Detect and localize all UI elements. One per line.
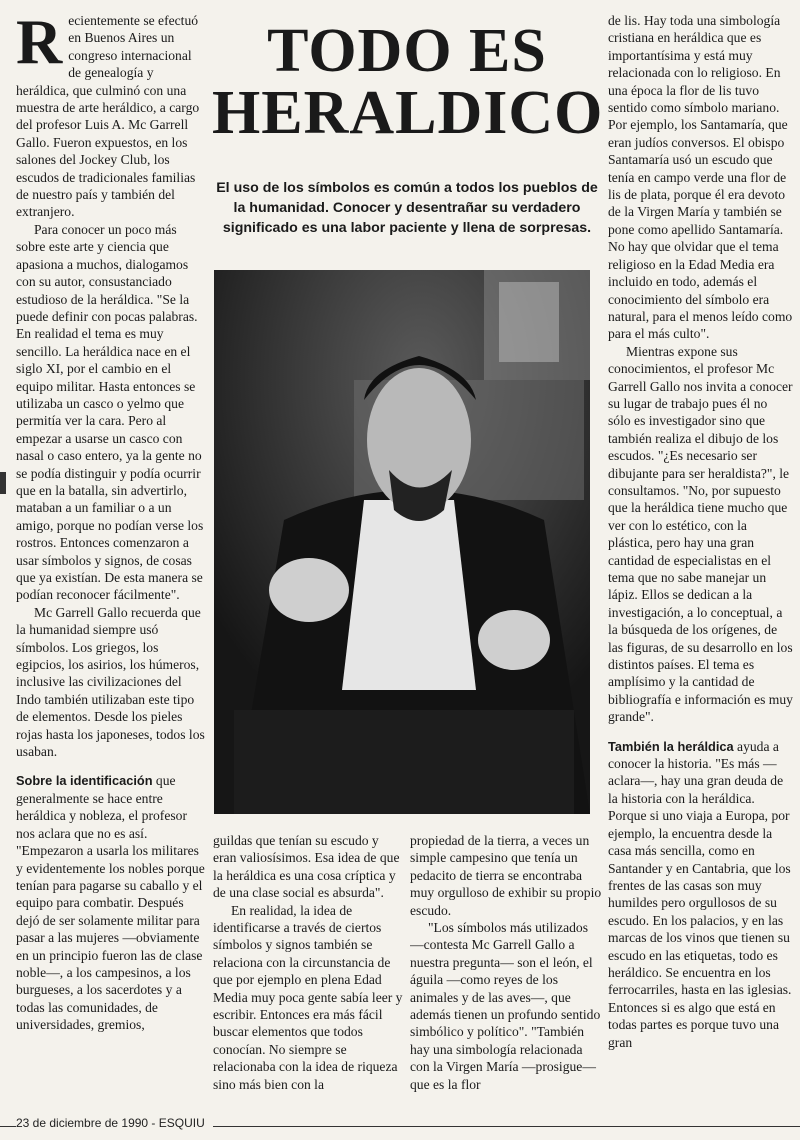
- headline-line-2: HERALDICO: [212, 79, 604, 147]
- subhead-lead: También la heráldica: [608, 738, 734, 754]
- article-column-1: [16, 12, 206, 1122]
- article-column-3: [410, 832, 602, 1122]
- paragraph-subhead: [608, 738, 793, 1051]
- paragraph-text: ayuda a conocer la historia. "Es más —aclara—, hay una gran deuda de la historia con la heráldica. Porque si uno viaja a Europa, por ejemplo, la encuentra desde la casa más sencilla, como en Santander y en Cantabria, que los frentes de las casas son muy humildes pero orgullosos de su escudo. En los palacios, y en las marcas de los vinos que tienen su escudo en las etiquetas, todo es heráldico. Se encuentra en los ferrocarriles, hasta en las iglesias. Entonces si es algo que está en todas partes es porque tuvo una gran: [608, 738, 792, 1050]
- paragraph: "Los símbolos más utilizados —contesta Mc Garrell Gallo a nuestra pregunta— son el león, el águila —como reyes de los animales y de las aves—, que además tienen un profundo sentido simbólico y político". "También hay una simbología relacionada con la Virgen María —prosigue— que es la flor: [410, 920, 601, 1092]
- headline: [212, 17, 604, 147]
- subhead-lead: Sobre la identificación: [16, 773, 153, 789]
- paragraph-subhead: [16, 772, 206, 1033]
- page-edge-mark: [0, 472, 6, 494]
- paragraph: En realidad, la idea de identificarse a través de ciertos símbolos y signos también se relaciona con la circunstancia de que por ejemplo en plena Edad Media muy poca gente sabía leer y escribir. Entonces era más fácil buscar elementos que todos conocían. No siempre se relacionaba con la idea de riqueza sino más bien con la: [213, 902, 403, 1092]
- paragraph: Mientras expone sus conocimientos, el profesor Mc Garrell Gallo nos invita a conocer su lugar de trabajo pues él no sólo es investigador sino que también realiza el dibujo de los escudos. "¿Es necesario ser dibujante para ser heraldista?", le consultamos. "No, por supuesto que la heráldica tiene mucho que ver con lo estético, con la plástica, pero hay una gran cantidad de especialistas en el tema que no sabe manejar un lápiz. Ellos se dedican a la investigación, a lo conceptual, a la búsqueda de los orígenes, de las figuras, de su desarrollo en los distintos países. El tema es amplísimo y la cantidad de bibliografía e información es muy grande".: [608, 343, 793, 725]
- paragraph-text: que generalmente se hace entre heráldica y nobleza, el profesor nos aclara que no es así. "Empezaron a usarla los militares y evidentemente los nobles porque tenían para pagarse su caballo y el equipo para combatir. Después dejó de ser solamente militar para pasar a las mujeres —obviamente en un principio fueron las de clase noble—, a los campesinos, a los burgueses, a los sacerdotes y a todas las comunidades, de universidades, gremios,: [16, 773, 205, 1033]
- headline-line-1: TODO ES: [267, 17, 547, 85]
- interview-photo: [214, 270, 590, 814]
- page-footer: 23 de diciembre de 1990 - ESQUIU: [16, 1116, 213, 1130]
- article-column-2: [213, 832, 405, 1122]
- paragraph-intro: [16, 12, 206, 221]
- paragraph: guildas que tenían su escudo y eran valiosísimos. Esa idea de que la heráldica es una cosa críptica y de una clase social es absurda".: [213, 833, 400, 901]
- paragraph: Mc Garrell Gallo recuerda que la humanidad siempre usó símbolos. Los griegos, los egipcios, los asirios, los húmeros, inclusive las civilizaciones del Indo también utilizaban este tipo de elementos. Desde los pieles rojas hasta los japoneses, todos los usaban.: [16, 604, 205, 760]
- article-deck: El uso de los símbolos es común a todos los pueblos de la humanidad. Conocer y desentrañar su verdadero significado es una labor paciente y llena de sorpresas.: [216, 180, 598, 236]
- paragraph: propiedad de la tierra, a veces un simple campesino que tenía un pedacito de tierra se encontraba muy orgulloso de exhibir su propio escudo.: [410, 833, 602, 918]
- article-column-4: [608, 12, 793, 1122]
- paragraph: Para conocer un poco más sobre este arte y ciencia que apasiona a muchos, dialogamos con su autor, consustanciado estudioso de la heráldica. "Se la puede definir con pocas palabras. En realidad el tema es muy sencillo. La heráldica nace en el siglo XI, por el cambio en el equipo militar. Hasta entonces se utilizaba un casco o yelmo que permitía ver la cara. Pero al empezar a usarse un casco con nasal o caso entero, ya la gente no se podía distinguir y podía ocurrir que en la batalla, sin advertirlo, mataban a un familiar o a un amigo, porque no podían verse los rostros. Entonces comenzaron a usar símbolos y signos, de cosas que ya existían. De esta manera se podían reconocer fácilmente".: [16, 221, 204, 603]
- paragraph: de lis. Hay toda una simbología cristiana en heráldica que es importantísima y está muy relacionada con lo religioso. En una época la flor de lis tuvo sentido como símbolo mariano. Por ejemplo, los Santamaría, que eran judíos conversos. El obispo Santamaría usó un escudo que tenía en campo verde una flor de lis de plata, porque él era devoto de la Virgen María y también se pone como apellido Santamaría. No hay que olvidar que el tema religioso en la Edad Media era incluido en todo, además el conocimiento del símbolo era natural, para el menos leído como para el más culto".: [608, 13, 793, 342]
- drop-cap: R: [16, 12, 63, 77]
- paragraph-intro-text: ecientemente se efectuó en Buenos Aires un congreso internacional de genealogía y heráldica, que culminó con una muestra de arte heráldico, a cargo del profesor Luis A. Mc Garrell Gallo. Fueron expuestos, en los salones del Jockey Club, los escudos de tradicionales familias de nuestro país y también del extranjero.: [16, 13, 200, 220]
